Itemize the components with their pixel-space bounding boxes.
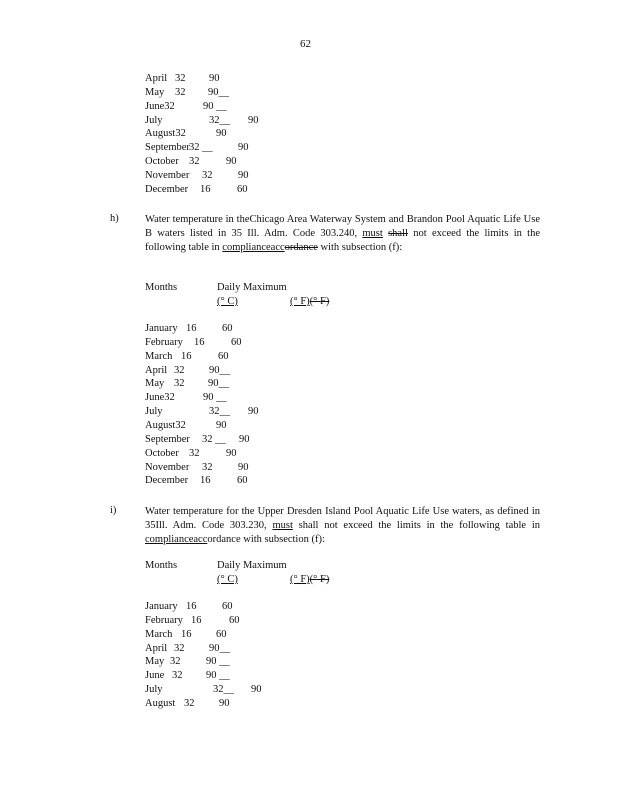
section-h-col-months: Months [145, 282, 178, 293]
month-cell: July [145, 406, 163, 418]
month-cell: October [145, 447, 179, 459]
section-i-shall: shall [298, 520, 319, 531]
month-cell: April [145, 73, 168, 84]
fahrenheit-cell: 60 [237, 475, 248, 487]
fahrenheit-cell: 90 [216, 128, 227, 140]
month-cell: February [145, 614, 183, 626]
fahrenheit-cell: 90 __ [203, 100, 227, 112]
fahrenheit-cell: 60 [229, 614, 240, 626]
fahrenheit-cell: 90 [251, 684, 262, 696]
month-cell: November [145, 169, 190, 181]
month-cell: January [145, 323, 178, 334]
section-h-col-celsius: (° C) [217, 296, 238, 307]
fahrenheit-cell: 90 [209, 73, 220, 84]
fahrenheit-cell: 90 __ [203, 392, 227, 404]
fahrenheit-cell: 90 __ [206, 670, 230, 682]
section-h-deleted-shall: shall [388, 228, 408, 239]
celsius-cell: 16 [181, 350, 192, 362]
month-cell: May [145, 86, 165, 98]
section-i-col-f-deleted: (° F) [309, 574, 330, 585]
fahrenheit-cell: 90 [239, 433, 250, 445]
section-h-text-pre: Water temperature in theChicago Area Waterway System and Brandon Pool Aquatic Life Use B waters listed in 35 Ill. Adm. Code 303.240, [145, 214, 540, 239]
celsius-cell: 32 [175, 73, 186, 84]
celsius-cell: 16 [186, 323, 197, 334]
celsius-cell: 32 [172, 670, 183, 682]
celsius-cell: 16 [186, 601, 197, 612]
section-i-col-daily: Daily Maximum [217, 560, 287, 571]
month-cell: July [145, 114, 163, 126]
fahrenheit-cell: 90__ [209, 642, 230, 654]
month-cell: June [145, 670, 165, 682]
fahrenheit-cell: 90 [226, 156, 237, 168]
celsius-cell: 32__ [209, 406, 230, 418]
section-h-col-fahrenheit [290, 297, 329, 308]
celsius-cell: 32 __ [202, 433, 226, 445]
celsius-cell: 16 [181, 628, 192, 640]
month-cell: April [145, 642, 168, 654]
fahrenheit-cell: 90__ [208, 378, 229, 390]
section-h-text-mid: not exceed the limits in the following table in [145, 228, 540, 253]
section-i-paragraph [145, 505, 540, 547]
fahrenheit-cell: 90 [219, 698, 230, 709]
celsius-cell: 32 __ [189, 142, 213, 154]
fahrenheit-cell: 90 [248, 114, 259, 126]
month-cell: August32 [145, 128, 186, 140]
celsius-cell: 16 [200, 183, 211, 195]
fahrenheit-cell: 90 [238, 169, 249, 181]
section-i-col-fahrenheit [290, 575, 329, 586]
celsius-cell: 32 [189, 447, 200, 459]
section-i-col-celsius: (° C) [217, 574, 238, 585]
month-cell: June32 [145, 100, 175, 112]
celsius-cell: 16 [200, 475, 211, 487]
month-cell: June32 [145, 392, 175, 404]
month-cell: December [145, 475, 189, 487]
month-cell: September [145, 142, 190, 154]
section-h-inserted-must: must [362, 228, 383, 239]
celsius-cell: 32__ [209, 114, 230, 126]
section-i-col-months: Months [145, 560, 178, 571]
fahrenheit-cell: 90 [216, 419, 227, 431]
section-h-col-f-deleted: (° F) [309, 296, 330, 307]
celsius-cell: 32 [175, 86, 186, 98]
section-i-text-pre: Water temperature for the Upper Dresden Island Pool Aquatic Life Use waters, as defined in 35Ill. Adm. Code 303.230, [145, 506, 540, 531]
section-marker-h: h) [110, 213, 119, 224]
month-cell: November [145, 461, 190, 473]
section-i-text-mid: not exceed the limits in the following table in [324, 520, 541, 531]
month-cell: January [145, 601, 178, 612]
month-cell: May [145, 378, 165, 390]
section-i-text-post: with subsection (f): [243, 534, 325, 545]
celsius-cell: 32 [170, 656, 181, 668]
fahrenheit-cell: 90 [248, 406, 259, 418]
month-cell: December [145, 183, 189, 195]
celsius-cell: 32 [189, 156, 200, 168]
celsius-cell: 32 [174, 364, 185, 376]
celsius-cell: 32 [184, 698, 195, 709]
fahrenheit-cell: 90 [226, 447, 237, 459]
celsius-cell: 16 [191, 614, 202, 626]
month-cell: August32 [145, 419, 186, 431]
month-cell: March [145, 628, 173, 640]
section-i-ordance: ordance [207, 534, 241, 545]
celsius-cell: 32 [202, 461, 213, 473]
section-h-deleted-ordance: ordance [284, 242, 318, 253]
section-h-inserted-compliance: complianceacc [222, 242, 285, 253]
fahrenheit-cell: 60 [222, 323, 233, 334]
section-i-inserted-must: must [272, 520, 293, 531]
celsius-cell: 32 [174, 378, 185, 390]
month-cell: October [145, 156, 179, 168]
celsius-cell: 32 [174, 642, 185, 654]
month-cell: April [145, 364, 168, 376]
month-cell: March [145, 350, 173, 362]
section-i-inserted-compliance: complianceacc [145, 534, 208, 545]
month-cell: September [145, 433, 190, 445]
celsius-cell: 32__ [213, 684, 234, 696]
section-h-text-post: with subsection (f): [320, 242, 403, 253]
section-i-col-f-inserted: (° F) [290, 574, 310, 585]
section-h-col-daily: Daily Maximum [217, 282, 287, 293]
fahrenheit-cell: 90 [238, 461, 249, 473]
section-marker-i: i) [110, 505, 117, 516]
celsius-cell: 32 [202, 169, 213, 181]
month-cell: February [145, 336, 183, 348]
celsius-cell: 16 [194, 336, 205, 348]
month-cell: August [145, 698, 176, 709]
fahrenheit-cell: 90 __ [206, 656, 230, 668]
page-number: 62 [300, 38, 311, 50]
fahrenheit-cell: 60 [222, 601, 233, 612]
fahrenheit-cell: 60 [231, 336, 242, 348]
fahrenheit-cell: 90__ [209, 364, 230, 376]
section-h-paragraph [145, 213, 540, 255]
fahrenheit-cell: 60 [216, 628, 227, 640]
fahrenheit-cell: 60 [218, 350, 229, 362]
fahrenheit-cell: 60 [237, 183, 248, 195]
month-cell: July [145, 684, 163, 696]
section-h-col-f-inserted: (° F) [290, 296, 310, 307]
month-cell: May [145, 656, 165, 668]
fahrenheit-cell: 90 [238, 142, 249, 154]
fahrenheit-cell: 90__ [208, 86, 229, 98]
